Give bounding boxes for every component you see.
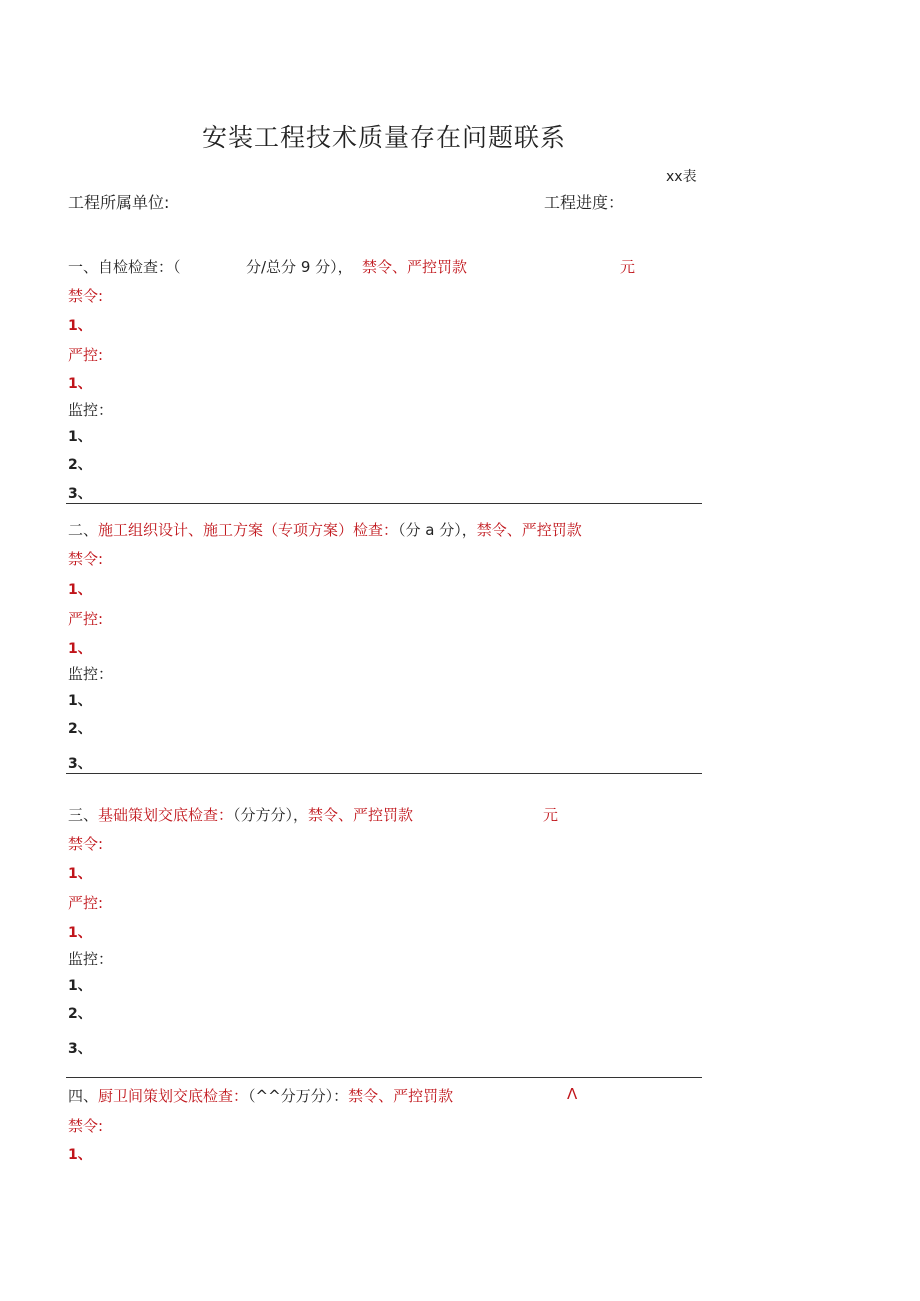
section-4-tail: Λ (567, 1085, 578, 1103)
section-1-score: 分/总分 9 分）， (246, 258, 353, 276)
section-2-title: 施工组织设计、施工方案（专项方案）检查： (98, 521, 399, 539)
section-divider (66, 503, 702, 504)
section-3-jk-item-1: 1、 (68, 978, 92, 994)
section-3-heading (68, 804, 413, 825)
section-4-prefix: 四、 (68, 1087, 99, 1105)
section-3-penalty: 禁令、严控罚款 (308, 806, 414, 824)
section-2-score: （分 a 分）， (398, 521, 477, 539)
section-1-yankong-item: 1、 (68, 376, 92, 392)
section-1-jinling-label: 禁令: (68, 287, 104, 305)
section-2-jinling-item: 1、 (68, 582, 92, 598)
section-1-jk-item-1: 1、 (68, 429, 92, 445)
section-2-yankong-item: 1、 (68, 641, 92, 657)
section-divider (66, 773, 702, 774)
section-2-prefix: 二、 (68, 521, 99, 539)
section-3-jinling-item: 1、 (68, 866, 92, 882)
section-3-yankong-item: 1、 (68, 925, 92, 941)
section-3-yankong-label: 严控: (68, 894, 104, 912)
section-3-title: 基础策划交底检查： (98, 806, 234, 824)
section-4-heading (68, 1085, 453, 1106)
section-2-heading (68, 519, 582, 540)
section-1-yankong-label: 严控: (68, 346, 104, 364)
section-2-jiankong-label: 监控： (68, 665, 114, 683)
section-2-yankong-label: 严控: (68, 610, 104, 628)
section-2-jinling-label: 禁令: (68, 550, 104, 568)
section-3-prefix: 三、 (68, 806, 99, 824)
section-3-tail: 元 (543, 806, 559, 824)
section-1-jiankong-label: 监控： (68, 401, 114, 419)
section-3-jk-item-3: 3、 (68, 1041, 92, 1057)
section-2-jk-item-1: 1、 (68, 693, 92, 709)
section-4-score: （^^分万分）： (248, 1087, 349, 1105)
section-1-penalty: 禁令、严控罚款 (362, 258, 468, 276)
section-3-jinling-label: 禁令: (68, 835, 104, 853)
section-3-jiankong-label: 监控： (68, 950, 114, 968)
section-4-jinling-item: 1、 (68, 1147, 92, 1163)
section-1-jinling-item: 1、 (68, 318, 92, 334)
section-divider (66, 1077, 702, 1078)
section-1-jk-item-2: 2、 (68, 457, 92, 473)
section-2-jk-item-2: 2、 (68, 721, 92, 737)
document-title: 安装工程技术质量存在问题联系 (202, 123, 567, 152)
section-3-score: （分方分）， (233, 806, 309, 824)
section-4-penalty: 禁令、严控罚款 (348, 1087, 454, 1105)
unit-label: 工程所属单位: (68, 193, 170, 212)
section-1-jk-item-3: 3、 (68, 486, 92, 502)
section-2-penalty: 禁令、严控罚款 (476, 521, 582, 539)
section-1-title: 自检检查：（ (98, 258, 181, 276)
form-code: xx表 (666, 169, 697, 185)
section-2-jk-item-3: 3、 (68, 756, 92, 772)
progress-label: 工程进度： (544, 193, 625, 212)
section-1-prefix: 一、 (68, 258, 99, 276)
section-1-heading (68, 256, 181, 277)
section-4-title: 厨卫间策划交底检查： (98, 1087, 249, 1105)
section-3-jk-item-2: 2、 (68, 1006, 92, 1022)
section-1-tail: 元 (620, 258, 636, 276)
section-4-jinling-label: 禁令: (68, 1117, 104, 1135)
